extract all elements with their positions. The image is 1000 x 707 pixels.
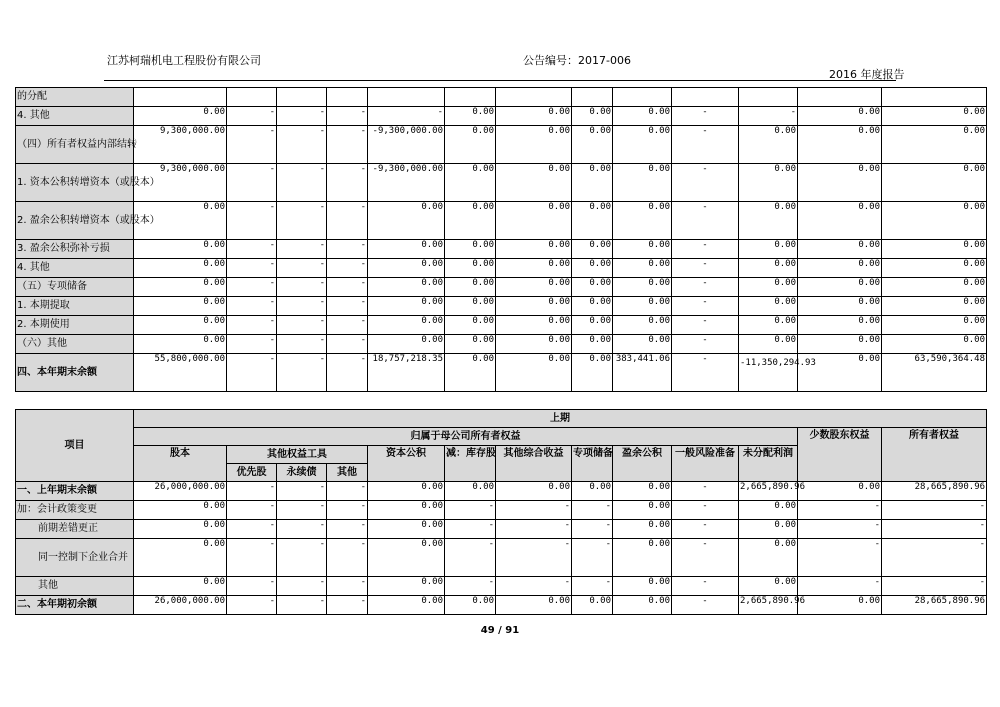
cell-treasury: - bbox=[445, 577, 496, 596]
cell-minority: 0.00 bbox=[798, 240, 882, 259]
row-label: （四）所有者权益内部结转 bbox=[16, 126, 134, 164]
cell-undistributed: -11,350,294.93 bbox=[739, 354, 798, 392]
cell-minority: 0.00 bbox=[798, 482, 882, 501]
row-label: 的分配 bbox=[16, 88, 134, 107]
cell-general-risk: - bbox=[672, 107, 739, 126]
cell-share-capital: 26,000,000.00 bbox=[134, 596, 227, 615]
cell-surplus-reserve: 0.00 bbox=[613, 539, 672, 577]
cell-surplus-reserve: 0.00 bbox=[613, 278, 672, 297]
cell-undistributed: 0.00 bbox=[739, 577, 798, 596]
header-other-equity-tools: 其他权益工具 bbox=[227, 446, 368, 464]
cell-other-tool: - bbox=[327, 596, 368, 615]
header-minority: 少数股东权益 bbox=[798, 428, 882, 482]
cell-treasury: - bbox=[445, 520, 496, 539]
cell-total: - bbox=[882, 520, 987, 539]
cell-total: 0.00 bbox=[882, 107, 987, 126]
cell-minority: 0.00 bbox=[798, 297, 882, 316]
cell-oci: 0.00 bbox=[496, 240, 572, 259]
cell-share-capital: 0.00 bbox=[134, 107, 227, 126]
cell-undistributed: 0.00 bbox=[739, 126, 798, 164]
cell-other-tool: - bbox=[327, 539, 368, 577]
table-row bbox=[16, 354, 987, 392]
cell-surplus-reserve: 0.00 bbox=[613, 577, 672, 596]
cell-preferred: - bbox=[227, 240, 277, 259]
cell-treasury: 0.00 bbox=[445, 240, 496, 259]
cell-minority: 0.00 bbox=[798, 259, 882, 278]
cell-capital-reserve: 0.00 bbox=[368, 539, 445, 577]
table-row bbox=[16, 202, 987, 240]
row-label: 2. 本期使用 bbox=[16, 316, 134, 335]
cell-general-risk: - bbox=[672, 278, 739, 297]
cell-other-tool: - bbox=[327, 126, 368, 164]
cell-special-reserve: 0.00 bbox=[572, 259, 613, 278]
cell-other-tool: - bbox=[327, 354, 368, 392]
table-row bbox=[16, 240, 987, 259]
cell-undistributed: 0.00 bbox=[739, 539, 798, 577]
cell-oci: - bbox=[496, 577, 572, 596]
cell-surplus-reserve: 0.00 bbox=[613, 501, 672, 520]
cell-special-reserve: 0.00 bbox=[572, 126, 613, 164]
header-general-risk: 一般风险准备 bbox=[672, 446, 739, 482]
cell-general-risk: - bbox=[672, 335, 739, 354]
header-preferred: 优先股 bbox=[227, 464, 277, 482]
cell-special-reserve: 0.00 bbox=[572, 240, 613, 259]
cell-other-tool: - bbox=[327, 482, 368, 501]
cell-perpetual: - bbox=[277, 164, 327, 202]
cell-oci: 0.00 bbox=[496, 259, 572, 278]
cell-other-tool: - bbox=[327, 297, 368, 316]
cell-preferred: - bbox=[227, 354, 277, 392]
cell-total: - bbox=[882, 501, 987, 520]
cell-treasury: 0.00 bbox=[445, 278, 496, 297]
cell-oci: - bbox=[496, 539, 572, 577]
cell-capital-reserve: 18,757,218.35 bbox=[368, 354, 445, 392]
cell-oci: 0.00 bbox=[496, 126, 572, 164]
row-label: （六）其他 bbox=[16, 335, 134, 354]
cell-surplus-reserve: 0.00 bbox=[613, 126, 672, 164]
cell-total: 0.00 bbox=[882, 164, 987, 202]
cell-general-risk: - bbox=[672, 259, 739, 278]
cell-general-risk: - bbox=[672, 354, 739, 392]
cell-minority: 0.00 bbox=[798, 335, 882, 354]
cell-surplus-reserve: 0.00 bbox=[613, 202, 672, 240]
cell-oci: 0.00 bbox=[496, 596, 572, 615]
cell-undistributed: 0.00 bbox=[739, 278, 798, 297]
cell-other-tool: - bbox=[327, 278, 368, 297]
cell-other-tool: - bbox=[327, 164, 368, 202]
cell-preferred: - bbox=[227, 259, 277, 278]
cell-undistributed: - bbox=[739, 107, 798, 126]
cell-undistributed: 0.00 bbox=[739, 501, 798, 520]
cell-general-risk: - bbox=[672, 297, 739, 316]
cell-preferred: - bbox=[227, 577, 277, 596]
row-label: 一、上年期末余额 bbox=[16, 482, 134, 501]
cell-capital-reserve: 0.00 bbox=[368, 202, 445, 240]
notice-number: 公告编号：2017-006 bbox=[523, 54, 631, 67]
cell-total: 0.00 bbox=[882, 259, 987, 278]
cell-share-capital: 26,000,000.00 bbox=[134, 482, 227, 501]
table-row bbox=[16, 482, 987, 501]
cell-special-reserve: 0.00 bbox=[572, 335, 613, 354]
cell-other-tool: - bbox=[327, 259, 368, 278]
cell-surplus-reserve: 0.00 bbox=[613, 164, 672, 202]
cell-perpetual: - bbox=[277, 520, 327, 539]
cell-total: 0.00 bbox=[882, 240, 987, 259]
cell-treasury: 0.00 bbox=[445, 202, 496, 240]
cell-perpetual: - bbox=[277, 107, 327, 126]
cell-preferred: - bbox=[227, 316, 277, 335]
cell-total: - bbox=[882, 539, 987, 577]
row-label: 4. 其他 bbox=[16, 259, 134, 278]
cell-surplus-reserve: 0.00 bbox=[613, 335, 672, 354]
cell-undistributed: 0.00 bbox=[739, 259, 798, 278]
table-row bbox=[16, 126, 987, 164]
cell-share-capital: 9,300,000.00 bbox=[134, 126, 227, 164]
cell-other-tool: - bbox=[327, 501, 368, 520]
cell-general-risk: - bbox=[672, 577, 739, 596]
cell-share-capital: 0.00 bbox=[134, 335, 227, 354]
cell-oci: 0.00 bbox=[496, 354, 572, 392]
cell-perpetual: - bbox=[277, 259, 327, 278]
cell-preferred: - bbox=[227, 297, 277, 316]
cell-perpetual: - bbox=[277, 316, 327, 335]
cell-treasury: 0.00 bbox=[445, 482, 496, 501]
cell-treasury: 0.00 bbox=[445, 164, 496, 202]
cell-undistributed: 2,665,890.96 bbox=[739, 482, 798, 501]
cell-total: 0.00 bbox=[882, 335, 987, 354]
header-surplus-reserve: 盈余公积 bbox=[613, 446, 672, 482]
cell-special-reserve: 0.00 bbox=[572, 297, 613, 316]
cell-oci: 0.00 bbox=[496, 278, 572, 297]
header-total-owner: 所有者权益 bbox=[882, 428, 987, 482]
cell-total: 0.00 bbox=[882, 316, 987, 335]
cell-undistributed: 0.00 bbox=[739, 520, 798, 539]
cell-minority: 0.00 bbox=[798, 202, 882, 240]
cell-other-tool: - bbox=[327, 316, 368, 335]
row-label: 前期差错更正 bbox=[16, 520, 134, 539]
cell-general-risk: - bbox=[672, 240, 739, 259]
page-number: 49 / 91 bbox=[480, 625, 520, 636]
cell-capital-reserve: 0.00 bbox=[368, 240, 445, 259]
header-share-capital: 股本 bbox=[134, 446, 227, 482]
cell-oci: 0.00 bbox=[496, 316, 572, 335]
cell-treasury: 0.00 bbox=[445, 335, 496, 354]
cell-capital-reserve: 0.00 bbox=[368, 501, 445, 520]
row-label: 4. 其他 bbox=[16, 107, 134, 126]
table-row bbox=[16, 335, 987, 354]
cell-undistributed: 0.00 bbox=[739, 202, 798, 240]
row-label: （五）专项储备 bbox=[16, 278, 134, 297]
header-special-reserve: 专项储备 bbox=[572, 446, 613, 482]
table-row bbox=[16, 88, 987, 107]
cell-capital-reserve: 0.00 bbox=[368, 520, 445, 539]
cell-preferred: - bbox=[227, 278, 277, 297]
cell-oci: - bbox=[496, 520, 572, 539]
cell-total: 63,590,364.48 bbox=[882, 354, 987, 392]
cell-general-risk: - bbox=[672, 520, 739, 539]
cell-total: 28,665,890.96 bbox=[882, 596, 987, 615]
cell-surplus-reserve: 383,441.06 bbox=[613, 354, 672, 392]
header-perpetual: 永续债 bbox=[277, 464, 327, 482]
cell-special-reserve: - bbox=[572, 539, 613, 577]
header-capital-reserve: 资本公积 bbox=[368, 446, 445, 482]
cell-perpetual: - bbox=[277, 202, 327, 240]
cell-preferred: - bbox=[227, 596, 277, 615]
row-label: 四、本年期末余额 bbox=[16, 354, 134, 392]
cell-treasury: - bbox=[445, 501, 496, 520]
cell-share-capital: 0.00 bbox=[134, 577, 227, 596]
row-label: 同一控制下企业合并 bbox=[16, 539, 134, 577]
cell-capital-reserve: - bbox=[368, 107, 445, 126]
cell-capital-reserve: 0.00 bbox=[368, 577, 445, 596]
cell-special-reserve: 0.00 bbox=[572, 107, 613, 126]
cell-perpetual: - bbox=[277, 297, 327, 316]
cell-total: 0.00 bbox=[882, 297, 987, 316]
cell-general-risk: - bbox=[672, 126, 739, 164]
cell-special-reserve: 0.00 bbox=[572, 316, 613, 335]
cell-treasury: 0.00 bbox=[445, 259, 496, 278]
cell-capital-reserve: 0.00 bbox=[368, 316, 445, 335]
cell-surplus-reserve: 0.00 bbox=[613, 240, 672, 259]
cell-surplus-reserve: 0.00 bbox=[613, 107, 672, 126]
cell-treasury: 0.00 bbox=[445, 126, 496, 164]
cell-general-risk: - bbox=[672, 501, 739, 520]
header-period: 上期 bbox=[134, 410, 987, 428]
cell-perpetual: - bbox=[277, 335, 327, 354]
cell-other-tool: - bbox=[327, 202, 368, 240]
cell-minority: 0.00 bbox=[798, 126, 882, 164]
cell-oci: 0.00 bbox=[496, 107, 572, 126]
cell-special-reserve: 0.00 bbox=[572, 164, 613, 202]
cell-undistributed: 0.00 bbox=[739, 240, 798, 259]
cell-share-capital: 0.00 bbox=[134, 297, 227, 316]
cell-preferred: - bbox=[227, 539, 277, 577]
table-row bbox=[16, 520, 987, 539]
cell-surplus-reserve: 0.00 bbox=[613, 259, 672, 278]
cell-general-risk: - bbox=[672, 539, 739, 577]
header-undistributed: 未分配利润 bbox=[739, 446, 798, 482]
cell-oci: 0.00 bbox=[496, 482, 572, 501]
cell-general-risk: - bbox=[672, 482, 739, 501]
cell-share-capital: 9,300,000.00 bbox=[134, 164, 227, 202]
cell-total: 0.00 bbox=[882, 126, 987, 164]
cell-special-reserve: 0.00 bbox=[572, 354, 613, 392]
cell-surplus-reserve: 0.00 bbox=[613, 297, 672, 316]
cell-special-reserve: 0.00 bbox=[572, 596, 613, 615]
cell-share-capital: 0.00 bbox=[134, 501, 227, 520]
cell-capital-reserve: -9,300,000.00 bbox=[368, 164, 445, 202]
cell-other-tool: - bbox=[327, 107, 368, 126]
cell-treasury: 0.00 bbox=[445, 107, 496, 126]
cell-capital-reserve: 0.00 bbox=[368, 297, 445, 316]
equity-changes-table-current bbox=[15, 87, 987, 392]
cell-capital-reserve: 0.00 bbox=[368, 259, 445, 278]
cell-capital-reserve: 0.00 bbox=[368, 482, 445, 501]
cell-oci: 0.00 bbox=[496, 297, 572, 316]
row-label: 加：会计政策变更 bbox=[16, 501, 134, 520]
table-row bbox=[16, 259, 987, 278]
cell-general-risk: - bbox=[672, 202, 739, 240]
cell-surplus-reserve: 0.00 bbox=[613, 520, 672, 539]
cell-total: 28,665,890.96 bbox=[882, 482, 987, 501]
cell-preferred: - bbox=[227, 202, 277, 240]
header-treasury: 减：库存股 bbox=[445, 446, 496, 482]
cell-perpetual: - bbox=[277, 278, 327, 297]
table-row bbox=[16, 577, 987, 596]
cell-capital-reserve: -9,300,000.00 bbox=[368, 126, 445, 164]
cell-preferred: - bbox=[227, 335, 277, 354]
cell-oci: 0.00 bbox=[496, 164, 572, 202]
cell-oci: 0.00 bbox=[496, 335, 572, 354]
cell-preferred: - bbox=[227, 126, 277, 164]
row-label: 2. 盈余公积转增资本（或股本） bbox=[16, 202, 134, 240]
cell-share-capital: 0.00 bbox=[134, 316, 227, 335]
cell-general-risk: - bbox=[672, 164, 739, 202]
cell-total: 0.00 bbox=[882, 278, 987, 297]
table-row bbox=[16, 297, 987, 316]
cell-preferred: - bbox=[227, 164, 277, 202]
table-row bbox=[16, 278, 987, 297]
cell-undistributed: 0.00 bbox=[739, 335, 798, 354]
header-oci: 其他综合收益 bbox=[496, 446, 572, 482]
table-row bbox=[16, 539, 987, 577]
cell-special-reserve: - bbox=[572, 577, 613, 596]
cell-minority: - bbox=[798, 577, 882, 596]
cell-preferred: - bbox=[227, 520, 277, 539]
header-item: 项目 bbox=[16, 410, 134, 482]
cell-surplus-reserve: 0.00 bbox=[613, 596, 672, 615]
table-row bbox=[16, 316, 987, 335]
cell-capital-reserve: 0.00 bbox=[368, 596, 445, 615]
cell-other-tool: - bbox=[327, 577, 368, 596]
row-label: 3. 盈余公积弥补亏损 bbox=[16, 240, 134, 259]
cell-oci: 0.00 bbox=[496, 202, 572, 240]
cell-treasury: 0.00 bbox=[445, 297, 496, 316]
cell-preferred: - bbox=[227, 482, 277, 501]
header-other-tool: 其他 bbox=[327, 464, 368, 482]
table-row bbox=[16, 501, 987, 520]
cell-perpetual: - bbox=[277, 577, 327, 596]
cell-other-tool: - bbox=[327, 240, 368, 259]
cell-minority: - bbox=[798, 501, 882, 520]
cell-total: - bbox=[882, 577, 987, 596]
cell-oci: - bbox=[496, 501, 572, 520]
cell-treasury: 0.00 bbox=[445, 354, 496, 392]
equity-changes-table-prior bbox=[15, 409, 987, 615]
cell-other-tool: - bbox=[327, 520, 368, 539]
row-label: 二、本年期初余额 bbox=[16, 596, 134, 615]
cell-minority: 0.00 bbox=[798, 278, 882, 297]
cell-perpetual: - bbox=[277, 126, 327, 164]
header-divider bbox=[104, 80, 896, 81]
cell-undistributed: 2,665,890.96 bbox=[739, 596, 798, 615]
cell-special-reserve: - bbox=[572, 501, 613, 520]
table-row bbox=[16, 164, 987, 202]
cell-treasury: 0.00 bbox=[445, 596, 496, 615]
cell-share-capital: 0.00 bbox=[134, 202, 227, 240]
cell-minority: 0.00 bbox=[798, 316, 882, 335]
cell-total: 0.00 bbox=[882, 202, 987, 240]
report-title: 2016 年度报告 bbox=[829, 68, 905, 81]
cell-treasury: - bbox=[445, 539, 496, 577]
cell-perpetual: - bbox=[277, 354, 327, 392]
row-label: 1. 本期提取 bbox=[16, 297, 134, 316]
cell-share-capital: 55,800,000.00 bbox=[134, 354, 227, 392]
cell-minority: 0.00 bbox=[798, 107, 882, 126]
table-row bbox=[16, 596, 987, 615]
cell-minority: 0.00 bbox=[798, 596, 882, 615]
company-name: 江苏柯瑞机电工程股份有限公司 bbox=[107, 54, 261, 67]
cell-capital-reserve: 0.00 bbox=[368, 278, 445, 297]
cell-surplus-reserve: 0.00 bbox=[613, 482, 672, 501]
cell-general-risk: - bbox=[672, 596, 739, 615]
cell-perpetual: - bbox=[277, 596, 327, 615]
cell-share-capital: 0.00 bbox=[134, 520, 227, 539]
header-parent-owner: 归属于母公司所有者权益 bbox=[134, 428, 798, 446]
cell-other-tool: - bbox=[327, 335, 368, 354]
cell-perpetual: - bbox=[277, 240, 327, 259]
cell-surplus-reserve: 0.00 bbox=[613, 316, 672, 335]
cell-undistributed: 0.00 bbox=[739, 297, 798, 316]
cell-share-capital: 0.00 bbox=[134, 240, 227, 259]
cell-minority: - bbox=[798, 539, 882, 577]
cell-special-reserve: - bbox=[572, 520, 613, 539]
cell-perpetual: - bbox=[277, 501, 327, 520]
cell-special-reserve: 0.00 bbox=[572, 202, 613, 240]
cell-capital-reserve: 0.00 bbox=[368, 335, 445, 354]
cell-minority: 0.00 bbox=[798, 354, 882, 392]
cell-minority: - bbox=[798, 520, 882, 539]
cell-minority: 0.00 bbox=[798, 164, 882, 202]
cell-special-reserve: 0.00 bbox=[572, 278, 613, 297]
cell-undistributed: 0.00 bbox=[739, 316, 798, 335]
cell-perpetual: - bbox=[277, 539, 327, 577]
cell-special-reserve: 0.00 bbox=[572, 482, 613, 501]
cell-share-capital: 0.00 bbox=[134, 259, 227, 278]
cell-treasury: 0.00 bbox=[445, 316, 496, 335]
cell-share-capital: 0.00 bbox=[134, 278, 227, 297]
cell-preferred: - bbox=[227, 501, 277, 520]
row-label: 1. 资本公积转增资本（或股本） bbox=[16, 164, 134, 202]
cell-perpetual: - bbox=[277, 482, 327, 501]
cell-general-risk: - bbox=[672, 316, 739, 335]
cell-undistributed: 0.00 bbox=[739, 164, 798, 202]
table-row bbox=[16, 107, 987, 126]
cell-share-capital: 0.00 bbox=[134, 539, 227, 577]
cell-preferred: - bbox=[227, 107, 277, 126]
row-label: 其他 bbox=[16, 577, 134, 596]
